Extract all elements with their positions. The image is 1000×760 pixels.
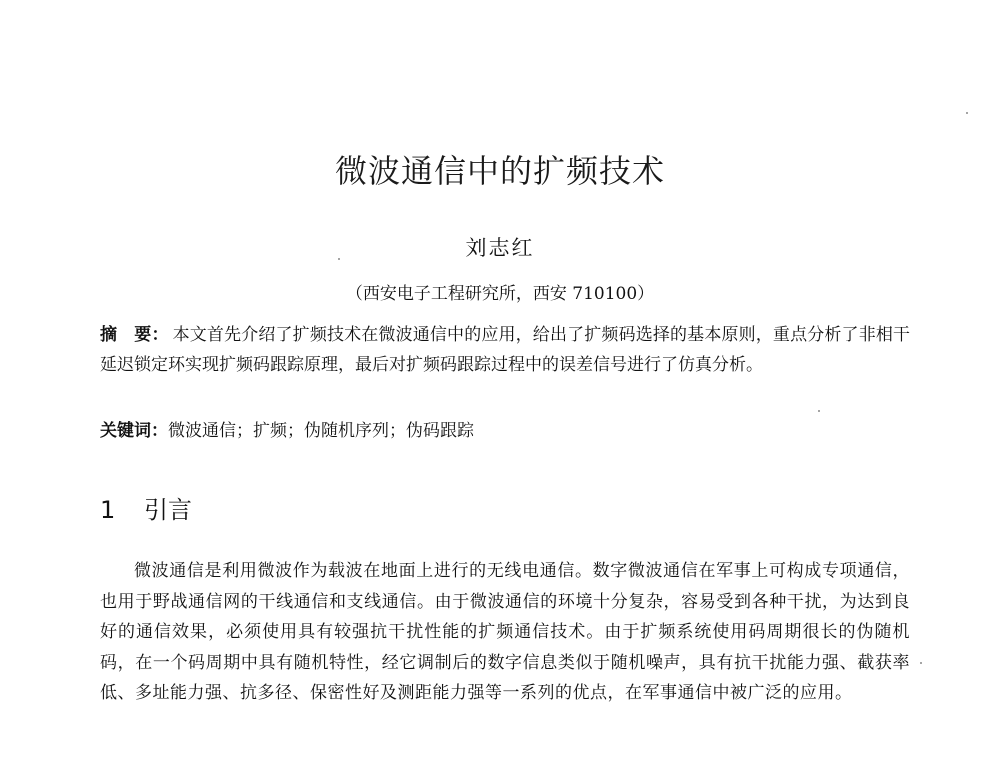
section-number: 1 (100, 496, 116, 524)
scan-speck (818, 410, 820, 412)
keywords-label: 关键词： (100, 421, 168, 441)
scan-speck (966, 112, 968, 114)
keywords-text: 微波通信；扩频；伪随机序列；伪码跟踪 (168, 421, 474, 441)
scan-speck (920, 662, 922, 664)
section-title: 引言 (144, 496, 192, 524)
author-name: 刘志红 (465, 236, 535, 260)
section-heading (100, 490, 192, 525)
section-paragraph: 微波通信是利用微波作为载波在地面上进行的无线电通信。数字微波通信在军事上可构成专项通信，也用于野战通信网的干线通信和支线通信。由于微波通信的环境十分复杂，容易受到各种干扰，为达到良好的通信效果，必须使用具有较强抗干扰性能的扩频通信技术。由于扩频系统使用码周期很长的伪随机码，在一个码周期中具有随机特性，经它调制后的数字信息类似于随机噪声，具有抗干扰能力强、截获率低、多址能力强、抗多径、保密性好及测距能力强等一系列的优点，在军事通信中被广泛的应用。 (100, 561, 910, 703)
abstract-text: 本文首先介绍了扩频技术在微波通信中的应用，给出了扩频码选择的基本原则，重点分析了非相干延迟锁定环实现扩频码跟踪原理，最后对扩频码跟踪过程中的误差信号进行了仿真分析。 (100, 325, 910, 375)
abstract (100, 320, 910, 380)
abstract-label: 摘 要： (100, 325, 169, 345)
author-affiliation: （西安电子工程研究所，西安 710100） (345, 284, 655, 304)
scan-speck (338, 258, 340, 260)
paper-title: 微波通信中的扩频技术 (334, 152, 665, 190)
keywords (100, 416, 910, 446)
